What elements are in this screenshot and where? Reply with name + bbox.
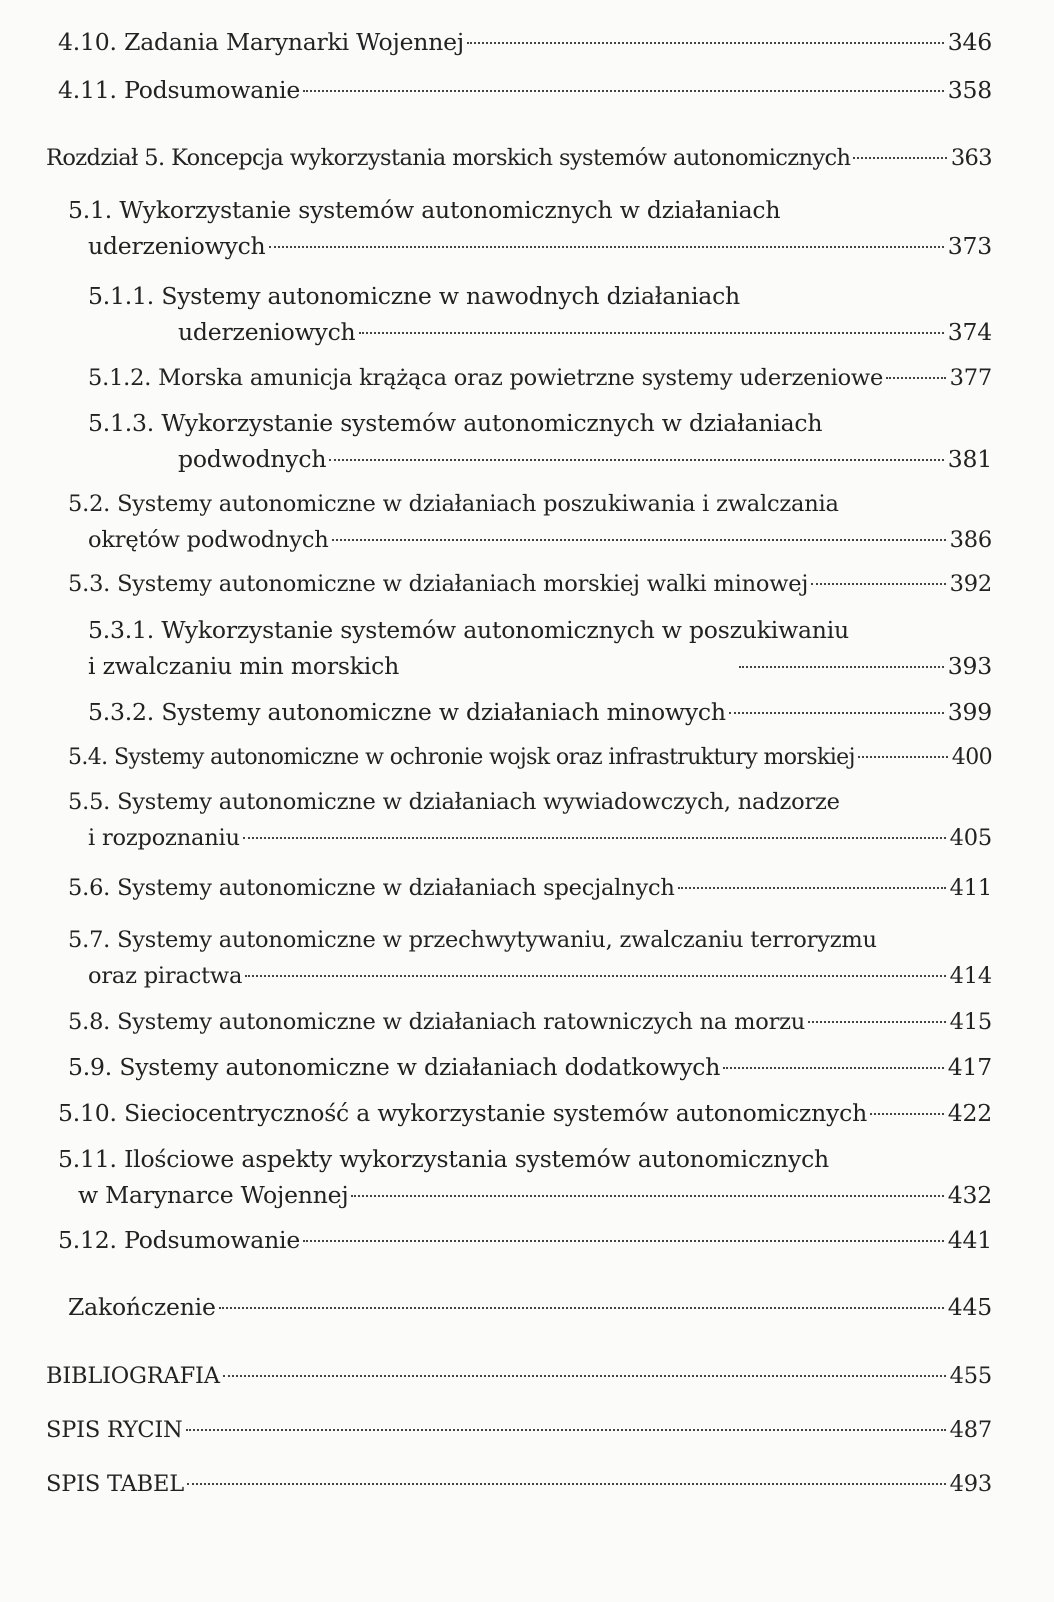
toc-entry-title: SPIS RYCIN — [46, 1417, 183, 1443]
toc-entry-title: 5.3.2. Systemy autonomiczne w działaniach minowych — [88, 698, 726, 726]
toc-entry-title: 5.4. Systemy autonomiczne w ochronie wojsk oraz infrastruktury morskiej — [68, 745, 855, 770]
leader-dots — [723, 1067, 944, 1069]
toc-entry-title: 4.11. Podsumowanie — [58, 76, 301, 104]
toc-entry-title-cont: i rozpoznaniu — [88, 825, 240, 851]
toc-entry-title: 5.11. Ilościowe aspekty wykorzystania systemów autonomicznych — [58, 1145, 829, 1173]
leader-dots — [739, 666, 944, 668]
toc-chapter-entry — [46, 140, 992, 176]
leader-dots — [187, 1483, 946, 1485]
toc-entry-title: 5.7. Systemy autonomiczne w przechwytywaniu, zwalczaniu terroryzmu — [68, 927, 877, 953]
toc-page-number: 358 — [947, 76, 992, 104]
toc-entry — [58, 1095, 992, 1131]
toc-entry-title: 5.12. Podsumowanie — [58, 1226, 301, 1254]
toc-entry — [88, 405, 992, 477]
toc-entry — [68, 784, 992, 856]
leader-dots — [243, 837, 946, 839]
toc-entry — [88, 360, 992, 396]
leader-dots — [329, 459, 943, 461]
leader-dots — [853, 157, 946, 159]
toc-entry — [88, 612, 992, 684]
toc-entry-title: 5.9. Systemy autonomiczne w działaniach dodatkowych — [68, 1053, 721, 1081]
toc-entry-title: SPIS TABEL — [46, 1471, 184, 1497]
toc-page-number: 400 — [951, 745, 992, 770]
toc-entry-title: 5.5. Systemy autonomiczne w działaniach wywiadowczych, nadzorze — [68, 789, 840, 815]
toc-entry-title-cont: uderzeniowych — [178, 318, 356, 346]
leader-dots — [223, 1375, 946, 1377]
toc-page-number: 381 — [947, 445, 992, 473]
toc-page-number: 377 — [949, 365, 992, 391]
toc-entry — [68, 922, 992, 994]
toc-entry-title: 5.10. Sieciocentryczność a wykorzystanie systemów autonomicznych — [58, 1099, 868, 1127]
toc-entry — [46, 1466, 992, 1502]
toc-entry — [46, 1358, 992, 1394]
toc-entry — [88, 278, 992, 350]
leader-dots — [870, 1113, 944, 1115]
toc-entry-title: 5.1.2. Morska amunicja krążąca oraz powietrzne systemy uderzeniowe — [88, 365, 884, 391]
toc-page-number: 363 — [950, 145, 992, 171]
toc-entry-title: 5.6. Systemy autonomiczne w działaniach specjalnych — [68, 875, 675, 901]
toc-page-number: 441 — [947, 1226, 992, 1254]
toc-entry — [68, 1004, 992, 1040]
toc-page-number: 417 — [947, 1053, 992, 1081]
toc-entry-title: 5.1.1. Systemy autonomiczne w nawodnych działaniach — [88, 282, 740, 310]
toc-entry-title: 5.1.3. Wykorzystanie systemów autonomicznych w działaniach — [88, 409, 823, 437]
toc-page-number: 432 — [947, 1181, 992, 1209]
leader-dots — [811, 583, 945, 585]
leader-dots — [332, 539, 946, 541]
toc-entry — [68, 740, 992, 776]
toc-entry-title: Zakończenie — [68, 1293, 216, 1321]
toc-page-number: 445 — [947, 1293, 992, 1321]
toc-entry — [88, 694, 992, 730]
toc-page-number: 493 — [949, 1471, 992, 1497]
toc-page-number: 386 — [949, 527, 992, 553]
toc-entry-title-cont: uderzeniowych — [88, 232, 266, 260]
toc-entry-title: 5.3. Systemy autonomiczne w działaniach morskiej walki minowej — [68, 571, 809, 597]
toc-entry — [68, 192, 992, 264]
leader-dots — [245, 975, 945, 977]
leader-dots — [186, 1429, 946, 1431]
leader-dots — [351, 1195, 943, 1197]
toc-page-number: 414 — [949, 963, 992, 989]
toc-entry — [58, 1222, 992, 1258]
leader-dots — [303, 90, 944, 92]
leader-dots — [303, 1240, 944, 1242]
toc-entry — [58, 24, 992, 60]
leader-dots — [359, 332, 944, 334]
toc-entry — [68, 566, 992, 602]
toc-entry-title: 5.8. Systemy autonomiczne w działaniach ratowniczych na morzu — [68, 1009, 806, 1035]
toc-entry-title-cont: w Marynarce Wojennej — [78, 1181, 349, 1209]
toc-page-number: 399 — [947, 698, 992, 726]
toc-entry-title-cont: podwodnych — [178, 445, 327, 473]
leader-dots — [729, 712, 944, 714]
toc-entry-title-cont: okrętów podwodnych — [88, 527, 329, 553]
toc-entry-title-cont: i zwalczaniu min morskich — [88, 652, 399, 680]
toc-entry-title: 4.10. Zadania Marynarki Wojennej — [58, 28, 464, 56]
toc-page-number: 392 — [949, 571, 992, 597]
toc-page-number: 405 — [949, 825, 992, 851]
toc-page-number: 487 — [949, 1417, 992, 1443]
toc-entry — [58, 72, 992, 108]
toc-entry-title: Rozdział 5. Koncepcja wykorzystania morskich systemów autonomicznych — [46, 145, 851, 171]
toc-page-number: 411 — [949, 875, 992, 901]
toc-page-number: 415 — [949, 1009, 992, 1035]
toc-entry — [68, 1049, 992, 1085]
toc-entry-title: 5.1. Wykorzystanie systemów autonomicznych w działaniach — [68, 196, 781, 224]
toc-page-number: 422 — [947, 1099, 992, 1127]
toc-entry — [68, 486, 992, 558]
toc-entry — [46, 1412, 992, 1448]
toc-entry-title: BIBLIOGRAFIA — [46, 1363, 220, 1389]
toc-page-number: 393 — [947, 652, 992, 680]
leader-dots — [269, 246, 944, 248]
leader-dots — [886, 377, 946, 379]
toc-entry-title-cont: oraz piractwa — [88, 963, 243, 989]
leader-dots — [678, 887, 946, 889]
toc-entry-title: 5.2. Systemy autonomiczne w działaniach poszukiwania i zwalczania — [68, 491, 839, 517]
toc-page-number: 455 — [949, 1363, 992, 1389]
toc-page-number: 373 — [947, 232, 992, 260]
leader-dots — [808, 1021, 946, 1023]
toc-entry-title: 5.3.1. Wykorzystanie systemów autonomicznych w poszukiwaniu — [88, 616, 849, 644]
toc-page-number: 374 — [947, 318, 992, 346]
leader-dots — [858, 756, 948, 758]
toc-entry — [68, 870, 992, 906]
toc-entry — [68, 1289, 992, 1325]
toc-page-number: 346 — [947, 28, 992, 56]
toc-entry — [58, 1141, 992, 1213]
leader-dots — [467, 42, 944, 44]
leader-dots — [219, 1307, 944, 1309]
